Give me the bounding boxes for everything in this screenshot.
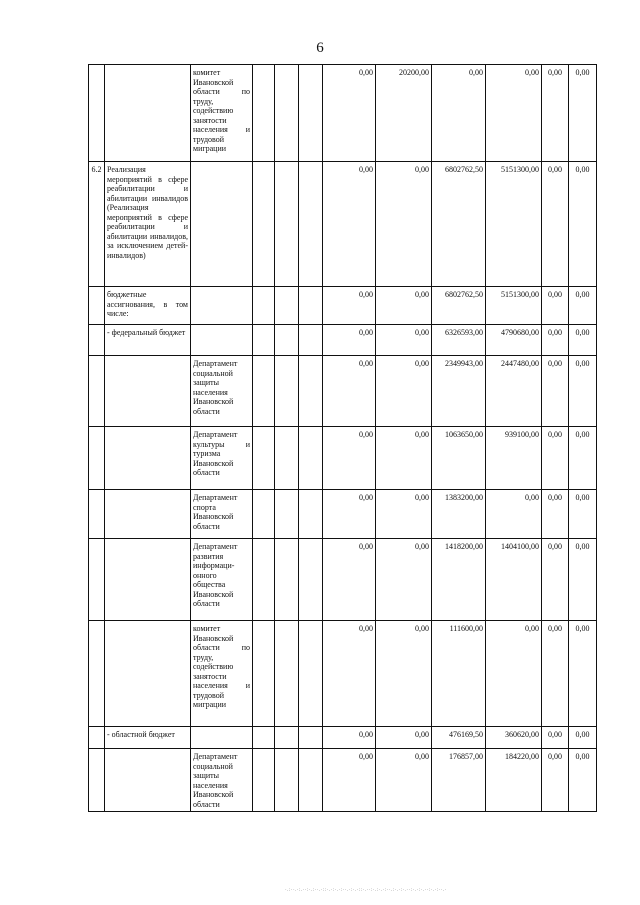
value-6: 0,00: [569, 621, 597, 727]
value-1: 0,00: [323, 356, 376, 427]
empty-cell: [275, 490, 299, 539]
value-6: 0,00: [569, 427, 597, 490]
empty-cell: [275, 65, 299, 162]
row-index: [89, 427, 105, 490]
value-5: 0,00: [542, 749, 569, 812]
empty-cell: [299, 427, 323, 490]
empty-cell: [299, 287, 323, 325]
value-3: 476169,50: [432, 727, 486, 749]
empty-cell: [253, 325, 275, 356]
row-executor: [191, 162, 253, 287]
value-1: 0,00: [323, 65, 376, 162]
empty-cell: [275, 727, 299, 749]
value-2: 0,00: [376, 727, 432, 749]
value-6: 0,00: [569, 356, 597, 427]
value-5: 0,00: [542, 287, 569, 325]
page-number: 6: [316, 40, 324, 56]
empty-cell: [253, 287, 275, 325]
table-row: [89, 727, 597, 749]
empty-cell: [275, 621, 299, 727]
empty-cell: [299, 749, 323, 812]
value-3: 1383200,00: [432, 490, 486, 539]
row-index: [89, 287, 105, 325]
value-4: 360620,00: [486, 727, 542, 749]
value-2: 0,00: [376, 356, 432, 427]
row-name: Реализация мероприятий в сфере реабилитации и абилитации инвалидов (Реализация мероприятий в сфере реабилитации и абилитации инвалидов, за исключением детей-инвалидов): [105, 162, 191, 287]
value-2: 0,00: [376, 490, 432, 539]
empty-cell: [253, 162, 275, 287]
row-name: [105, 621, 191, 727]
table-row: [89, 325, 597, 356]
empty-cell: [253, 356, 275, 427]
value-5: 0,00: [542, 325, 569, 356]
value-4: 939100,00: [486, 427, 542, 490]
row-executor: [191, 325, 253, 356]
row-name: [105, 749, 191, 812]
value-4: 0,00: [486, 490, 542, 539]
row-name: [105, 356, 191, 427]
value-1: 0,00: [323, 749, 376, 812]
value-5: 0,00: [542, 65, 569, 162]
row-index: [89, 65, 105, 162]
value-2: 0,00: [376, 621, 432, 727]
empty-cell: [275, 539, 299, 621]
value-4: 0,00: [486, 65, 542, 162]
table-row: [89, 162, 597, 287]
footer-scan-artifact: ·.:··.·:.··:·.:··.·::·.·:·.·:··.·:·.·::·.··:·.:·.·:··.:·.·:·.··:·.·:·.··:·.·:··.·: [285, 888, 447, 893]
empty-cell: [253, 621, 275, 727]
empty-cell: [275, 749, 299, 812]
row-index: [89, 749, 105, 812]
row-executor: [191, 287, 253, 325]
empty-cell: [253, 490, 275, 539]
value-3: 176857,00: [432, 749, 486, 812]
value-1: 0,00: [323, 490, 376, 539]
value-6: 0,00: [569, 325, 597, 356]
value-3: 6326593,00: [432, 325, 486, 356]
table-row: [89, 287, 597, 325]
value-3: 1063650,00: [432, 427, 486, 490]
empty-cell: [275, 325, 299, 356]
table-row: [89, 65, 597, 162]
row-index: [89, 356, 105, 427]
value-3: 6802762,50: [432, 287, 486, 325]
row-executor: Департамент спорта Ивановской области: [191, 490, 253, 539]
row-index: [89, 325, 105, 356]
value-5: 0,00: [542, 621, 569, 727]
empty-cell: [253, 749, 275, 812]
row-executor: комитет Ивановской области по труду, содействию занятости населения и трудовой миграции: [191, 621, 253, 727]
row-index: [89, 727, 105, 749]
empty-cell: [299, 727, 323, 749]
value-3: 1418200,00: [432, 539, 486, 621]
value-4: 2447480,00: [486, 356, 542, 427]
row-name: [105, 539, 191, 621]
value-4: 0,00: [486, 621, 542, 727]
value-1: 0,00: [323, 539, 376, 621]
value-1: 0,00: [323, 727, 376, 749]
value-6: 0,00: [569, 539, 597, 621]
value-2: 0,00: [376, 539, 432, 621]
value-2: 0,00: [376, 427, 432, 490]
budget-table: [88, 64, 597, 812]
value-1: 0,00: [323, 162, 376, 287]
value-6: 0,00: [569, 65, 597, 162]
empty-cell: [275, 162, 299, 287]
value-5: 0,00: [542, 427, 569, 490]
value-1: 0,00: [323, 325, 376, 356]
empty-cell: [253, 539, 275, 621]
empty-cell: [253, 727, 275, 749]
row-index: [89, 539, 105, 621]
value-3: 0,00: [432, 65, 486, 162]
value-6: 0,00: [569, 727, 597, 749]
table-row: [89, 490, 597, 539]
value-4: 1404100,00: [486, 539, 542, 621]
value-2: 0,00: [376, 287, 432, 325]
row-index: [89, 490, 105, 539]
value-1: 0,00: [323, 427, 376, 490]
empty-cell: [299, 621, 323, 727]
row-executor: Департамент культуры и туризма Ивановской области: [191, 427, 253, 490]
value-3: 6802762,50: [432, 162, 486, 287]
row-name: [105, 490, 191, 539]
value-6: 0,00: [569, 162, 597, 287]
row-executor: Департамент социальной защиты населения Ивановской области: [191, 356, 253, 427]
value-5: 0,00: [542, 162, 569, 287]
value-4: 5151300,00: [486, 162, 542, 287]
row-name: [105, 427, 191, 490]
table-row: [89, 356, 597, 427]
value-6: 0,00: [569, 490, 597, 539]
empty-cell: [253, 65, 275, 162]
value-4: 184220,00: [486, 749, 542, 812]
value-1: 0,00: [323, 621, 376, 727]
empty-cell: [299, 490, 323, 539]
empty-cell: [299, 356, 323, 427]
empty-cell: [253, 427, 275, 490]
row-name: - федеральный бюджет: [105, 325, 191, 356]
value-5: 0,00: [542, 490, 569, 539]
value-1: 0,00: [323, 287, 376, 325]
empty-cell: [299, 162, 323, 287]
empty-cell: [299, 325, 323, 356]
value-5: 0,00: [542, 727, 569, 749]
value-5: 0,00: [542, 539, 569, 621]
row-index: [89, 621, 105, 727]
table-row: [89, 427, 597, 490]
value-3: 2349943,00: [432, 356, 486, 427]
row-name: [105, 65, 191, 162]
row-name: бюджетные ассигнования, в том числе:: [105, 287, 191, 325]
value-4: 4790680,00: [486, 325, 542, 356]
table-row: [89, 621, 597, 727]
row-name: - областной бюджет: [105, 727, 191, 749]
value-2: 20200,00: [376, 65, 432, 162]
value-4: 5151300,00: [486, 287, 542, 325]
value-3: 111600,00: [432, 621, 486, 727]
value-6: 0,00: [569, 287, 597, 325]
value-5: 0,00: [542, 356, 569, 427]
value-2: 0,00: [376, 162, 432, 287]
row-index: 6.2: [89, 162, 105, 287]
row-executor: Департамент социальной защиты населения Ивановской области: [191, 749, 253, 812]
empty-cell: [275, 287, 299, 325]
value-2: 0,00: [376, 749, 432, 812]
row-executor: [191, 727, 253, 749]
empty-cell: [299, 65, 323, 162]
table-row: [89, 749, 597, 812]
empty-cell: [275, 427, 299, 490]
table-row: [89, 539, 597, 621]
row-executor: Департамент развития информаци-онного общества Ивановской области: [191, 539, 253, 621]
empty-cell: [299, 539, 323, 621]
value-6: 0,00: [569, 749, 597, 812]
row-executor: комитет Ивановской области по труду, содействию занятости населения и трудовой миграции: [191, 65, 253, 162]
value-2: 0,00: [376, 325, 432, 356]
empty-cell: [275, 356, 299, 427]
